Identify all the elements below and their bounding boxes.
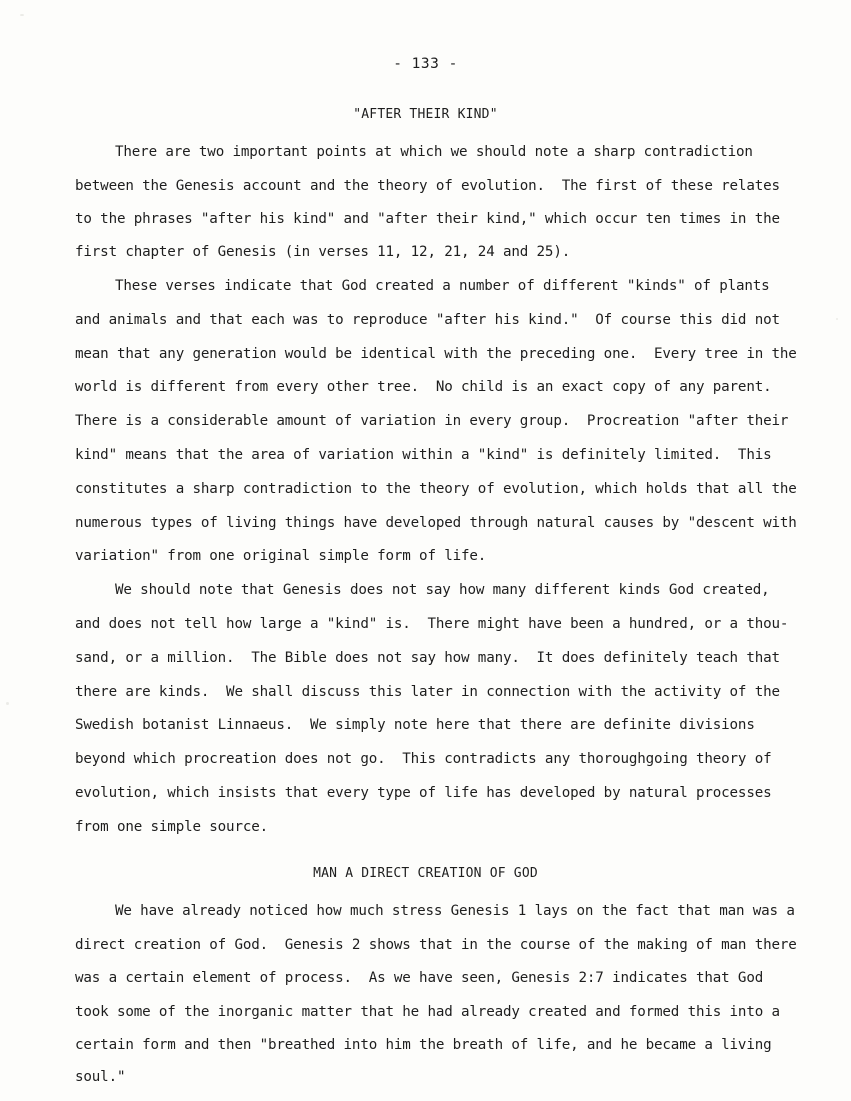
body-line: These verses indicate that God created a number of different "kinds" of plants <box>115 278 770 294</box>
body-line: and animals and that each was to reproduce "after his kind." Of course this did not <box>75 312 780 328</box>
scan-speck <box>6 702 9 705</box>
body-line: kind" means that the area of variation within a "kind" is definitely limited. This <box>75 447 772 463</box>
body-line: evolution, which insists that every type of life has developed by natural processes <box>75 785 772 801</box>
body-line: constitutes a sharp contradiction to the theory of evolution, which holds that all the <box>75 481 797 497</box>
scan-speck <box>20 14 24 16</box>
body-line: numerous types of living things have developed through natural causes by "descent with <box>75 515 797 531</box>
body-line: to the phrases "after his kind" and "after their kind," which occur ten times in the <box>75 211 780 227</box>
page-number: - 133 - <box>393 56 458 72</box>
body-line: Swedish botanist Linnaeus. We simply note here that there are definite divisions <box>75 717 755 733</box>
body-line: mean that any generation would be identical with the preceding one. Every tree in the <box>75 346 797 362</box>
section-heading-after-their-kind: "AFTER THEIR KIND" <box>353 107 498 122</box>
body-line: there are kinds. We shall discuss this later in connection with the activity of the <box>75 684 780 700</box>
body-line: first chapter of Genesis (in verses 11, 12, 21, 24 and 25). <box>75 244 571 260</box>
body-line: was a certain element of process. As we have seen, Genesis 2:7 indicates that God <box>75 970 764 986</box>
scan-speck <box>836 318 838 320</box>
body-line: beyond which procreation does not go. This contradicts any thoroughgoing theory of <box>75 751 772 767</box>
body-line: direct creation of God. Genesis 2 shows that in the course of the making of man there <box>75 937 797 953</box>
body-line: soul." <box>75 1069 126 1085</box>
body-line: variation" from one original simple form of life. <box>75 548 487 564</box>
body-line: world is different from every other tree. No child is an exact copy of any parent. <box>75 379 772 395</box>
body-line: We should note that Genesis does not say how many different kinds God created, <box>115 582 770 598</box>
body-line: between the Genesis account and the theory of evolution. The first of these relates <box>75 178 780 194</box>
body-line: sand, or a million. The Bible does not say how many. It does definitely teach that <box>75 650 780 666</box>
body-line: We have already noticed how much stress Genesis 1 lays on the fact that man was a <box>115 903 795 919</box>
section-heading-man-direct-creation: MAN A DIRECT CREATION OF GOD <box>313 866 538 881</box>
body-line: and does not tell how large a "kind" is. There might have been a hundred, or a thou- <box>75 616 789 632</box>
body-line: There are two important points at which we should note a sharp contradiction <box>115 144 753 160</box>
body-line: There is a considerable amount of variation in every group. Procreation "after their <box>75 413 789 429</box>
body-line: from one simple source. <box>75 819 269 835</box>
body-line: certain form and then "breathed into him the breath of life, and he became a living <box>75 1037 772 1053</box>
body-line: took some of the inorganic matter that he had already created and formed this into a <box>75 1004 780 1020</box>
